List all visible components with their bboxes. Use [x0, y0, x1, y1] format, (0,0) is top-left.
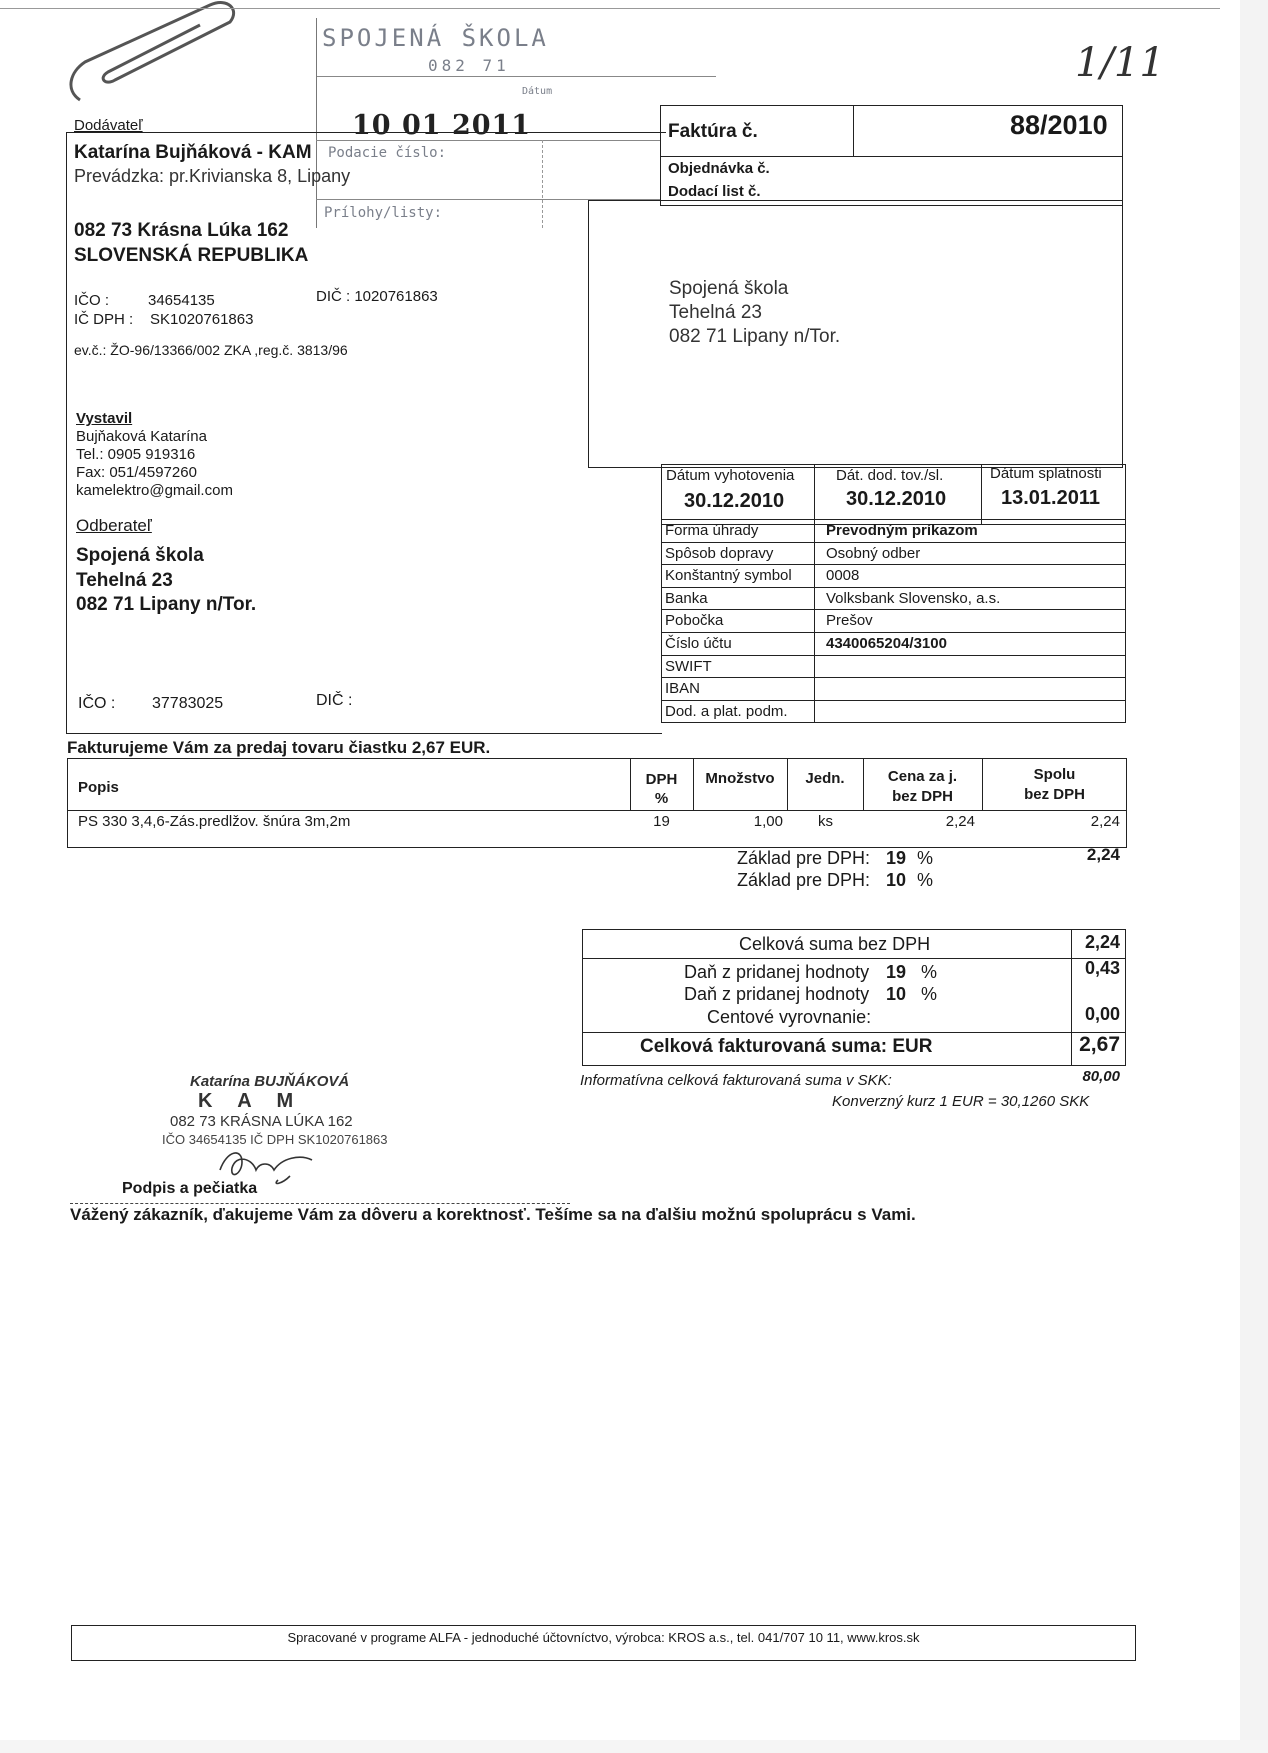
signature-line [70, 1203, 570, 1204]
issuer-fax: Fax: 051/4597260 [76, 464, 197, 481]
stamp-divider [542, 140, 543, 228]
invoice-intro: Fakturujeme Vám za predaj tovaru čiastku 2,67 EUR. [67, 738, 491, 757]
stamp-left-line [316, 18, 317, 228]
totals-centove-label: Centové vyrovnanie: [707, 1007, 872, 1027]
items-header-spolu-2: bez DPH [1024, 786, 1085, 803]
dates-splatnosti-label: Dátum splatnosti [990, 465, 1102, 482]
items-header-dph-pct: % [654, 790, 669, 807]
payment-row-line [661, 632, 1126, 633]
thanks-text: Vážený zákazník, ďakujeme Vám za dôveru a korektnosť. Tešíme sa na ďalšiu možnú spoluprácu s Vami. [70, 1205, 916, 1224]
customer-city: 082 71 Lipany n/Tor. [76, 594, 257, 615]
payment-label: IBAN [665, 680, 701, 698]
left-frame [66, 132, 67, 734]
totals-skk: 80,00 [1082, 1068, 1120, 1085]
zaklad-label-1: Základ pre DPH: [737, 848, 871, 868]
totals-dph-rate-2: 10 [886, 984, 907, 1004]
payment-label: Pobočka [665, 612, 724, 630]
supplier-ico-label: IČO : [74, 292, 110, 309]
delivery-line-3: 082 71 Lipany n/Tor. [669, 326, 841, 347]
item-mnozstvo: 1,00 [753, 813, 783, 830]
totals-total: 2,67 [1079, 1033, 1120, 1056]
dates-divider-2 [981, 464, 982, 525]
invoice-box-divider [853, 105, 854, 157]
payment-value: Volksbank Slovensko, a.s. [826, 589, 1001, 607]
payment-value: Prevodným príkazom [826, 522, 978, 539]
scan-edge-bottom [0, 1740, 1268, 1753]
zaklad-label-2: Základ pre DPH: [737, 870, 871, 890]
zaklad-rate-2: 10 [886, 870, 907, 890]
supplier-label: Dodávateľ [74, 117, 143, 134]
faktura-label: Faktúra č. [668, 121, 758, 142]
payment-value: Prešov [826, 612, 873, 630]
issuer-name: Bujňaková Katarína [76, 428, 207, 445]
delivery-line-1: Spojená škola [669, 278, 789, 299]
zaklad-value-1: 2,24 [1086, 845, 1120, 864]
payment-row-line [661, 564, 1126, 565]
dates-splatnosti: 13.01.2011 [1001, 487, 1100, 509]
item-cena: 2,24 [945, 813, 975, 830]
customer-bottom-line [66, 733, 662, 734]
items-header-cena: Cena za j. [887, 768, 958, 785]
stamp-line [316, 76, 716, 77]
item-jedn: ks [818, 813, 833, 830]
dates-vyhotovenia: 30.12.2010 [684, 490, 785, 512]
totals-dph-pct-2: % [921, 984, 938, 1004]
supplier-country: SLOVENSKÁ REPUBLIKA [74, 245, 309, 266]
items-header-spolu: Spolu [1033, 766, 1076, 783]
payment-row-line [661, 677, 1126, 678]
payment-value: 4340065204/3100 [826, 635, 947, 652]
supplier-ico: 34654135 [148, 292, 215, 309]
totals-dph-value-1: 0,43 [1084, 958, 1120, 978]
supplier-evc: ev.č.: ŽO-96/13366/002 ZKA ,reg.č. 3813/96 [74, 342, 348, 358]
payment-label: Konštantný symbol [665, 567, 792, 585]
issuer-label: Vystavil [76, 410, 133, 427]
customer-ico-label: IČO : [78, 695, 116, 712]
items-header-popis: Popis [78, 779, 119, 796]
paper-clip-icon [60, 0, 240, 110]
stamp-company-kam: K A M [198, 1090, 304, 1112]
supplier-icdph-label: IČ DPH : [74, 311, 134, 328]
issuer-email: kamelektro@gmail.com [76, 482, 233, 499]
payment-row-line [661, 587, 1126, 588]
customer-street: Tehelná 23 [76, 570, 173, 591]
issuer-tel: Tel.: 0905 919316 [76, 446, 196, 463]
item-popis: PS 330 3,4,6-Zás.predlžov. šnúra 3m,2m [78, 813, 351, 830]
payment-row-line [661, 609, 1126, 610]
totals-skk-label: Informatívna celková fakturovaná suma v SKK: [580, 1072, 892, 1089]
payment-value: 0008 [826, 567, 860, 585]
customer-dic-label: DIČ : [316, 692, 353, 709]
stamp-line-2 [316, 140, 661, 141]
supplier-icdph: SK1020761863 [150, 311, 254, 328]
customer-ico: 37783025 [152, 695, 224, 712]
stamp-prilohy: Prílohy/listy: [324, 205, 443, 221]
objednavka-label: Objednávka č. [668, 160, 770, 177]
supplier-name: Katarína Bujňáková - KAM [74, 142, 312, 163]
totals-dph-rate-1: 19 [886, 962, 907, 982]
payment-col-divider [814, 519, 815, 723]
zaklad-rate-1: 19 [886, 848, 907, 868]
supplier-dic: DIČ : 1020761863 [316, 288, 438, 305]
totals-centove: 0,00 [1084, 1004, 1120, 1024]
stamp-podacie: Podacie číslo: [328, 145, 447, 161]
dates-dodania: 30.12.2010 [846, 488, 947, 510]
payment-row-line [661, 542, 1126, 543]
totals-bez-dph-label: Celková suma bez DPH [739, 934, 931, 954]
totals-dph-label-2: Daň z pridanej hodnoty [684, 984, 870, 1004]
supplier-prevadzka: Prevádzka: pr.Krivianska 8, Lipany [74, 166, 351, 186]
payment-label: Dod. a plat. podm. [665, 702, 788, 720]
payment-label: Banka [665, 589, 708, 607]
stamp-company-name: Katarína BUJŇÁKOVÁ [190, 1073, 350, 1090]
zaklad-pct-1: % [917, 848, 934, 868]
dates-dodania-label: Dát. dod. tov./sl. [836, 467, 944, 484]
items-header-cena-2: bez DPH [892, 788, 953, 805]
payment-label: Číslo účtu [665, 635, 732, 652]
stamp-school: SPOJENÁ ŠKOLA [322, 24, 549, 52]
footer-text: Spracované v programe ALFA - jednoduché účtovníctvo, výrobca: KROS a.s., tel. 041/707 10 11, www.kros.sk [287, 1630, 920, 1645]
dates-divider-1 [814, 464, 815, 525]
payment-row-line [661, 655, 1126, 656]
items-header-line [67, 810, 1127, 811]
scan-edge-right [1240, 0, 1268, 1753]
items-header-jedn: Jedn. [805, 770, 845, 787]
payment-label: Forma úhrady [665, 522, 759, 539]
invoice-box-hline [660, 156, 1123, 157]
signature-label: Podpis a pečiatka [122, 1180, 258, 1197]
top-scan-line [0, 8, 1220, 9]
customer-label: Odberateľ [76, 516, 152, 535]
supplier-address: 082 73 Krásna Lúka 162 [74, 220, 289, 241]
payment-row-line [661, 700, 1126, 701]
zaklad-pct-2: % [917, 870, 934, 890]
stamp-company-addr: 082 73 KRÁSNA LÚKA 162 [170, 1113, 353, 1130]
item-dph: 19 [653, 813, 670, 830]
supplier-top-line [66, 132, 666, 133]
stamp-date: 10 01 2011 [352, 110, 532, 141]
stamp-zip: 082 71 [428, 56, 510, 75]
totals-kurz: Konverzný kurz 1 EUR = 30,1260 SKK [832, 1093, 1090, 1110]
payment-label: Spôsob dopravy [665, 544, 774, 562]
faktura-number: 88/2010 [1010, 110, 1108, 140]
stamp-date-label: Dátum [522, 86, 553, 97]
items-header-mnozstvo: Množstvo [705, 770, 775, 787]
item-spolu: 2,24 [1090, 813, 1120, 830]
totals-dph-pct-1: % [921, 962, 938, 982]
items-header-dph: DPH [645, 771, 678, 788]
totals-total-label: Celková fakturovaná suma: EUR [640, 1036, 933, 1057]
totals-dph-label-1: Daň z pridanej hodnoty [684, 962, 870, 982]
dates-vyhotovenia-label: Dátum vyhotovenia [666, 467, 795, 484]
customer-name: Spojená škola [76, 545, 204, 566]
page-mark: 1/11 [1075, 40, 1165, 86]
delivery-line-2: Tehelná 23 [669, 302, 762, 323]
totals-bez-dph: 2,24 [1084, 932, 1120, 952]
stamp-company-ids: IČO 34654135 IČ DPH SK1020761863 [162, 1132, 388, 1147]
payment-label: SWIFT [665, 657, 712, 675]
payment-value: Osobný odber [826, 544, 921, 562]
dodaci-label: Dodací list č. [668, 183, 761, 200]
